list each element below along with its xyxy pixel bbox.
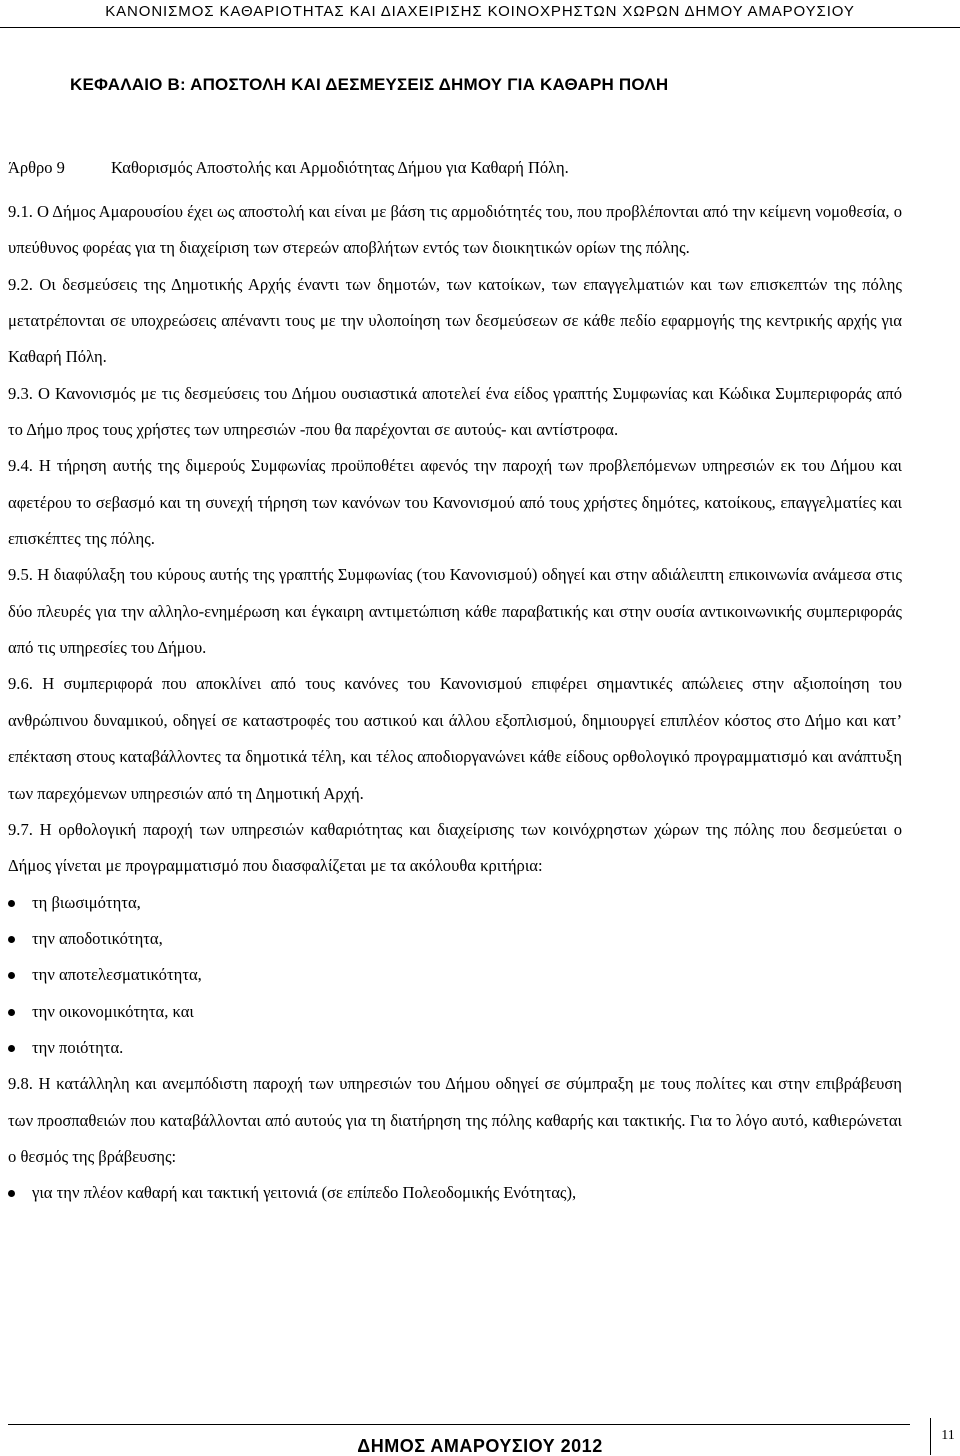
list-item — [8, 1030, 902, 1066]
list-item — [8, 957, 902, 993]
bullet-icon — [8, 900, 15, 907]
bullet-icon — [8, 1045, 15, 1052]
paragraph-9-6: 9.6. Η συμπεριφορά που αποκλίνει από τους κανόνες του Κανονισμού επιφέρει σημαντικές απώλειες στην αξιοποίηση του ανθρώπινου δυναμικού, οδηγεί σε καταστροφές του αστικού και άλλου εξοπλισμού, δημιουργεί επιπλέον κόστος στο Δήμο και κατ’ επέκταση στους καταβάλλοντες τα δημοτικά τέλη, και τέλος αποδιοργανώνει κάθε είδους ορθολογικό προγραμματισμό και ανάπτυξη των παρεχόμενων υπηρεσιών από τη Δημοτική Αρχή. — [8, 674, 902, 803]
article-heading — [8, 157, 908, 179]
list-item-text: την ποιότητα. — [32, 1037, 124, 1057]
list-item-text: για την πλέον καθαρή και τακτική γειτονιά (σε επίπεδο Πολεοδομικής Ενότητας), — [32, 1183, 577, 1203]
paragraph-9-5: 9.5. Η διαφύλαξη του κύρους αυτής της γραπτής Συμφωνίας (του Κανονισμού) οδηγεί και στην αδιάλειπτη επικοινωνία ανάμεσα στις δύο πλευρές για την αλληλο-ενημέρωση και έγκαιρη αντιμετώπιση κάθε παραβατικής και στην ουσία αντικοινωνικής συμπεριφοράς από τις υπηρεσίες του Δήμου. — [8, 565, 902, 658]
paragraph-9-3: 9.3. Ο Κανονισμός με τις δεσμεύσεις του Δήμου ουσιαστικά αποτελεί ένα είδος γραπτής Συμφωνίας και Κώδικα Συμπεριφοράς από το Δήμο προς τους χρήστες των υπηρεσιών -που θα παρέχονται σε αυτούς- και αντίστροφα. — [8, 383, 902, 440]
bullet-icon — [8, 1009, 15, 1016]
criteria-list — [8, 885, 902, 1067]
list-item-text: την αποτελεσματικότητα, — [32, 965, 202, 985]
footer-rule — [8, 1424, 910, 1425]
awards-list — [8, 1175, 902, 1211]
list-item — [8, 1175, 902, 1211]
list-item — [8, 885, 902, 921]
paragraph-9-7: 9.7. Η ορθολογική παροχή των υπηρεσιών καθαριότητας και διαχείρισης των κοινόχρηστων χώρων της πόλης που δεσμεύεται ο Δήμος γίνεται με προγραμματισμό που διασφαλίζεται με τα ακόλουθα κριτήρια: — [8, 819, 902, 876]
paragraph-9-8: 9.8. Η κατάλληλη και ανεμπόδιστη παροχή των υπηρεσιών του Δήμου οδηγεί σε σύμπραξη με τους πολίτες και στην επιβράβευση των προσπαθειών που καταβάλλονται από αυτούς για τη διατήρηση της πόλης καθαρής και τακτικής. Για το λόγο αυτό, καθιερώνεται ο θεσμός της βράβευσης: — [8, 1074, 902, 1166]
article-body — [8, 194, 902, 1212]
footer-text: ΔΗΜΟΣ ΑΜΑΡΟΥΣΙΟΥ 2012 — [357, 1436, 603, 1456]
list-item — [8, 994, 902, 1030]
list-item-text: την αποδοτικότητα, — [32, 928, 163, 948]
list-item — [8, 921, 902, 957]
bullet-icon — [8, 936, 15, 943]
article-number: Άρθρο 9 — [8, 158, 65, 177]
paragraph-9-2: 9.2. Οι δεσμεύσεις της Δημοτικής Αρχής έναντι των δημοτών, των κατοίκων, των επαγγελματιών και των επισκεπτών της πόλης μετατρέπονται σε υποχρεώσεις απέναντι τους με την υλοποίηση των δεσμεύσεων σε κάθε πεδίο εφαρμογής της κεντρικής αρχής για Καθαρή Πόλη. — [8, 274, 902, 367]
list-item-text: την οικονομικότητα, και — [32, 1001, 194, 1021]
bullet-icon — [8, 1190, 15, 1197]
paragraph-9-1: 9.1. Ο Δήμος Αμαρουσίου έχει ως αποστολή και είναι με βάση τις αρμοδιότητές του, που προβλέπονται από την κείμενη νομοθεσία, ο υπεύθυνος φορέας για τη διαχείριση των στερεών αποβλήτων εντός των διοικητικών ορίων της πόλης. — [8, 202, 902, 258]
article-title: Καθορισμός Αποστολής και Αρμοδιότητας Δήμου για Καθαρή Πόλη. — [111, 158, 569, 177]
chapter-title: ΚΕΦΑΛΑΙΟ Β: ΑΠΟΣΤΟΛΗ ΚΑΙ ΔΕΣΜΕΥΣΕΙΣ ΔΗΜΟΥ ΓΙΑ ΚΑΘΑΡΗ ΠΟΛΗ — [70, 75, 669, 94]
header-rule — [0, 27, 960, 28]
bullet-icon — [8, 972, 15, 979]
running-header: ΚΑΝΟΝΙΣΜΟΣ ΚΑΘΑΡΙΟΤΗΤΑΣ ΚΑΙ ΔΙΑΧΕΙΡΙΣΗΣ ΚΟΙΝΟΧΡΗΣΤΩΝ ΧΩΡΩΝ ΔΗΜΟΥ ΑΜΑΡΟΥΣΙΟΥ — [105, 3, 855, 20]
paragraph-9-4: 9.4. Η τήρηση αυτής της διμερούς Συμφωνίας προϋποθέτει αφενός την παροχή των προβλεπόμενων υπηρεσιών εκ του Δήμου και αφετέρου το σεβασμό και τη συνεχή τήρηση των κανόνων του Κανονισμού από τους χρήστες δημότες, κατοίκους, επαγγελματίες και επισκέπτες της πόλης. — [8, 456, 902, 549]
page-number: 11 — [941, 1428, 955, 1443]
list-item-text: τη βιωσιμότητα, — [32, 892, 141, 912]
